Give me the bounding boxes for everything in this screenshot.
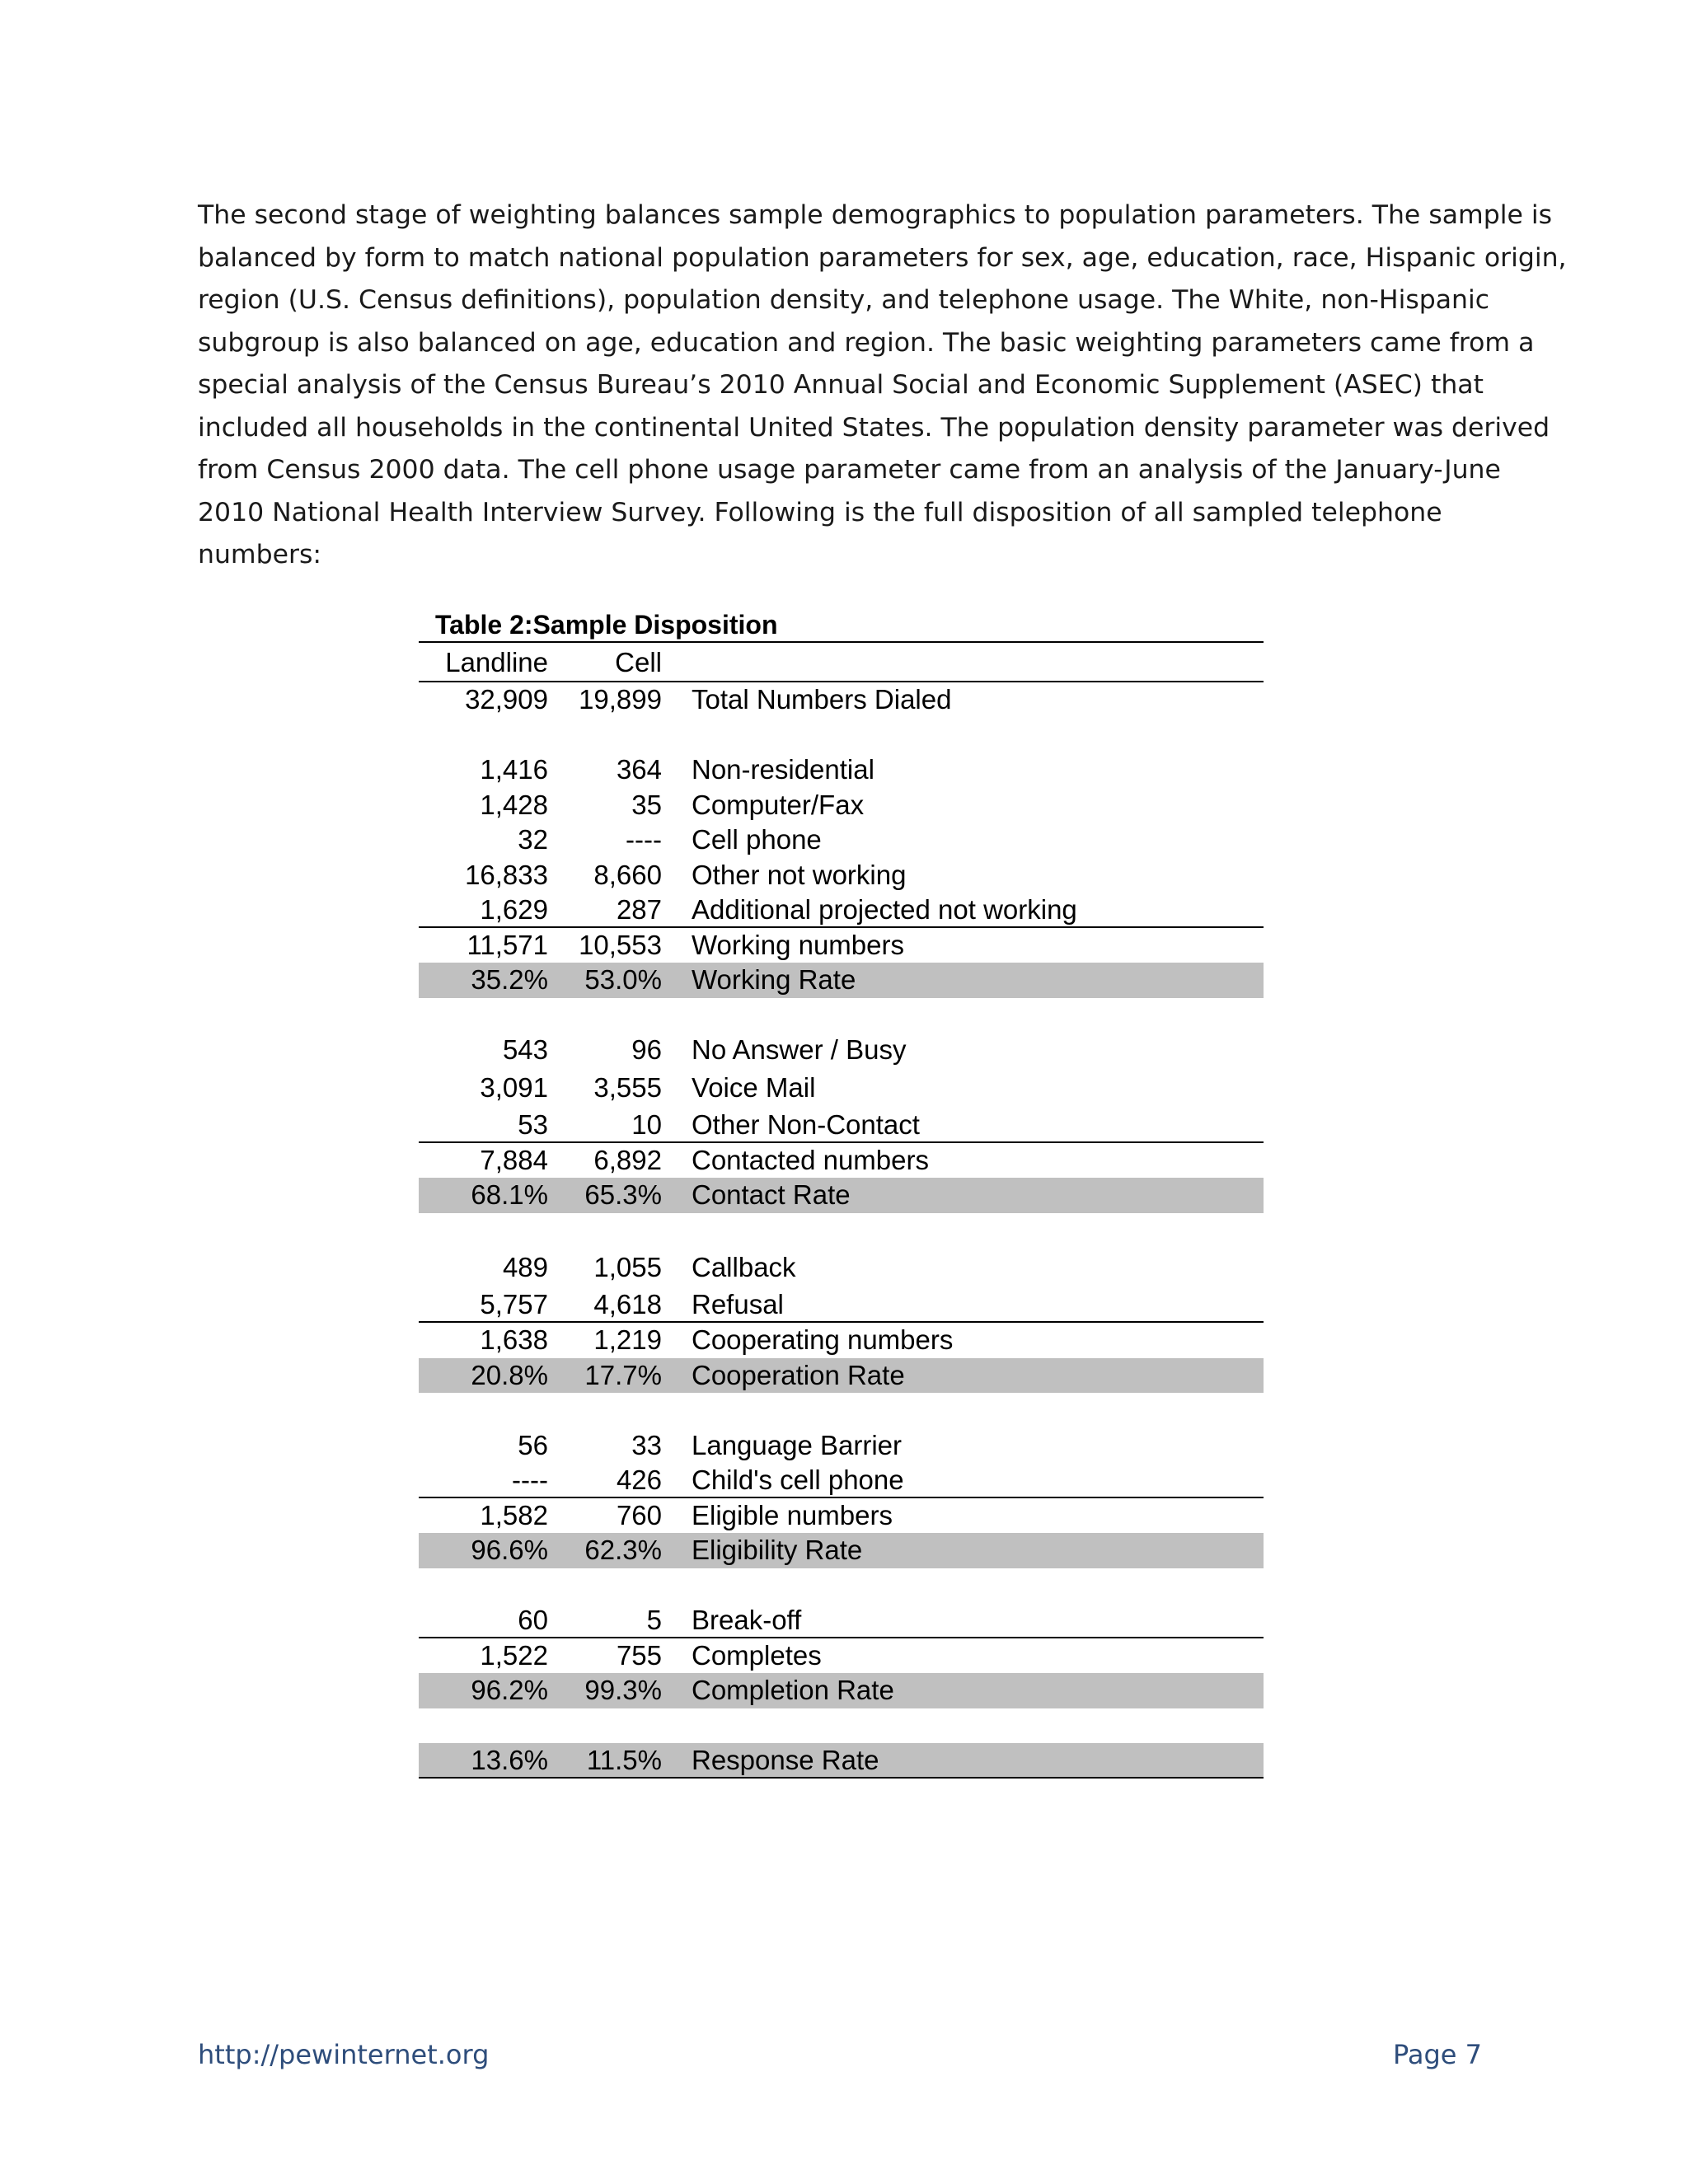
row-label: Completes xyxy=(692,1639,822,1671)
landline-value: 60 xyxy=(518,1605,548,1635)
landline-value: 3,091 xyxy=(480,1071,548,1103)
cell-value: 8,660 xyxy=(593,859,662,890)
cell-value: 33 xyxy=(631,1429,662,1460)
paragraph-line: numbers: xyxy=(198,540,321,569)
cell-value: 65.3% xyxy=(584,1179,662,1210)
table-spacer xyxy=(419,1213,1264,1249)
table-row-rate xyxy=(419,1358,1264,1394)
table-row xyxy=(419,1286,1264,1323)
landline-value: 1,416 xyxy=(480,754,548,785)
row-label: Eligibility Rate xyxy=(692,1535,863,1565)
table-row-rate xyxy=(419,1533,1264,1568)
header-label xyxy=(662,643,1264,681)
table-spacer xyxy=(419,1568,1264,1604)
row-label: Total Numbers Dialed xyxy=(692,684,952,715)
row-label: Other not working xyxy=(692,859,907,890)
row-label: Cooperation Rate xyxy=(692,1359,905,1390)
paragraph-line: The second stage of weighting balances sample demographics to population parameters. The sample is xyxy=(198,200,1553,230)
landline-value: 543 xyxy=(502,1034,548,1065)
table-spacer xyxy=(419,998,1264,1033)
table-spacer xyxy=(419,1708,1264,1744)
table-row xyxy=(419,1033,1264,1068)
table-row xyxy=(419,823,1264,858)
table-row xyxy=(419,788,1264,823)
footer-url-link[interactable]: http://pewinternet.org xyxy=(198,2039,490,2070)
cell-value: 287 xyxy=(616,894,662,925)
row-label: Cooperating numbers xyxy=(692,1324,954,1355)
cell-value: 1,055 xyxy=(593,1252,662,1282)
header-cell: Cell xyxy=(615,647,662,677)
table-row xyxy=(419,1638,1264,1674)
cell-value: 62.3% xyxy=(584,1535,662,1565)
cell-value: 1,219 xyxy=(593,1324,662,1355)
table-row-rate xyxy=(419,1673,1264,1708)
landline-value: 1,582 xyxy=(480,1499,548,1530)
landline-value: 11,571 xyxy=(467,929,548,960)
paragraph-line: included all households in the continental United States. The population density parameter was derived xyxy=(198,412,1550,443)
row-label: Voice Mail xyxy=(692,1071,816,1103)
landline-value: 32,909 xyxy=(465,684,548,715)
row-label: Other Non-Contact xyxy=(692,1108,920,1140)
cell-value: 17.7% xyxy=(584,1359,662,1390)
page-number: Page 7 xyxy=(1393,2039,1482,2070)
table-row xyxy=(419,1428,1264,1464)
paragraph-line: 2010 National Health Interview Survey. Following is the full disposition of all sampled telephone xyxy=(198,497,1442,527)
table-row xyxy=(419,1323,1264,1358)
table-row-response-rate xyxy=(419,1743,1264,1779)
cell-value: 426 xyxy=(616,1465,662,1495)
table-row xyxy=(419,1107,1264,1143)
table-row-rate xyxy=(419,1178,1264,1213)
landline-value: 68.1% xyxy=(471,1179,548,1210)
landline-value: 1,629 xyxy=(480,894,548,925)
row-label: Completion Rate xyxy=(692,1675,894,1705)
landline-value: 489 xyxy=(502,1252,548,1282)
cell-value: 96 xyxy=(631,1034,662,1065)
cell-value: 760 xyxy=(616,1499,662,1530)
table-row-rate xyxy=(419,963,1264,998)
row-label: Refusal xyxy=(692,1289,784,1319)
landline-value: 7,884 xyxy=(480,1144,548,1175)
landline-value: 5,757 xyxy=(480,1289,548,1319)
cell-value: 35 xyxy=(631,789,662,820)
cell-value: 755 xyxy=(616,1639,662,1671)
landline-value: 16,833 xyxy=(465,859,548,890)
cell-value: 10,553 xyxy=(579,929,662,960)
table-header-row xyxy=(419,643,1264,682)
row-label: Non-residential xyxy=(692,754,874,785)
row-label: Contact Rate xyxy=(692,1179,851,1210)
table-spacer xyxy=(419,1393,1264,1428)
cell-value: 99.3% xyxy=(584,1675,662,1705)
paragraph-line: region (U.S. Census definitions), population density, and telephone usage. The White, non-Hispanic xyxy=(198,285,1490,315)
row-label: Break-off xyxy=(692,1605,802,1635)
table-row xyxy=(419,1143,1264,1179)
landline-value: 35.2% xyxy=(471,964,548,995)
landline-value: 53 xyxy=(518,1108,548,1140)
row-label: Additional projected not working xyxy=(692,894,1077,925)
row-label: No Answer / Busy xyxy=(692,1034,907,1065)
table-row xyxy=(419,893,1264,928)
row-label: Language Barrier xyxy=(692,1429,903,1460)
cell-value: 53.0% xyxy=(584,964,662,995)
landline-value: 1,522 xyxy=(480,1639,548,1671)
cell-value: 364 xyxy=(616,754,662,785)
cell-value: 10 xyxy=(631,1108,662,1140)
row-label: Child's cell phone xyxy=(692,1465,904,1495)
row-label: Response Rate xyxy=(692,1745,879,1775)
landline-value: 1,428 xyxy=(480,789,548,820)
cell-value: 4,618 xyxy=(593,1289,662,1319)
landline-value: 56 xyxy=(518,1429,548,1460)
row-label: Eligible numbers xyxy=(692,1499,893,1530)
paragraph-line: subgroup is also balanced on age, education and region. The basic weighting parameters came from a xyxy=(198,327,1535,358)
table-row xyxy=(419,682,1264,718)
row-label: Computer/Fax xyxy=(692,789,865,820)
sample-disposition-table xyxy=(419,607,1264,1779)
intro-paragraph xyxy=(198,194,1567,577)
cell-value: 6,892 xyxy=(593,1144,662,1175)
table-row xyxy=(419,1463,1264,1498)
cell-value: ---- xyxy=(626,824,662,855)
cell-value: 3,555 xyxy=(593,1071,662,1103)
table-row xyxy=(419,1248,1264,1286)
cell-value: 11.5% xyxy=(586,1745,662,1775)
cell-value: 5 xyxy=(646,1605,662,1635)
landline-value: 96.6% xyxy=(471,1535,548,1565)
table-row xyxy=(419,1498,1264,1534)
landline-value: 20.8% xyxy=(471,1359,548,1390)
row-label: Working numbers xyxy=(692,929,904,960)
table-row xyxy=(419,752,1264,788)
table-row xyxy=(419,858,1264,893)
landline-value: 96.2% xyxy=(471,1675,548,1705)
row-label: Working Rate xyxy=(692,964,856,995)
landline-value: ---- xyxy=(512,1465,548,1495)
paragraph-line: special analysis of the Census Bureau’s 2010 Annual Social and Economic Supplement (ASEC) that xyxy=(198,370,1484,400)
landline-value: 13.6% xyxy=(471,1745,548,1775)
table-row xyxy=(419,928,1264,963)
paragraph-line: from Census 2000 data. The cell phone usage parameter came from an analysis of the January-June xyxy=(198,455,1501,485)
table-row xyxy=(419,1068,1264,1107)
landline-value: 1,638 xyxy=(480,1324,548,1355)
table-row xyxy=(419,1603,1264,1638)
paragraph-line: balanced by form to match national population parameters for sex, age, education, race, Hispanic origin, xyxy=(198,242,1567,273)
landline-value: 32 xyxy=(518,824,548,855)
cell-value: 19,899 xyxy=(579,684,662,715)
table-spacer xyxy=(419,718,1264,753)
row-label: Callback xyxy=(692,1252,796,1282)
row-label: Cell phone xyxy=(692,824,822,855)
header-landline: Landline xyxy=(445,647,548,677)
table-title: Table 2:Sample Disposition xyxy=(419,607,1264,643)
row-label: Contacted numbers xyxy=(692,1144,929,1175)
